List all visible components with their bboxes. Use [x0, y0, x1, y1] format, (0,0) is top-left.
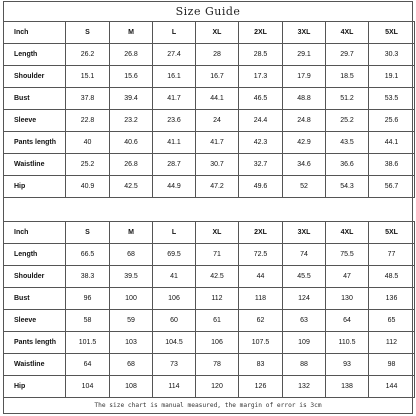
table-row [4, 354, 415, 376]
size-header-cell: 5XL [369, 22, 415, 44]
measurement-value-cell: 23.2 [110, 110, 153, 132]
measurement-value-cell: 93 [326, 354, 369, 376]
measurement-value-cell: 75.5 [326, 244, 369, 266]
measurement-value-cell: 77 [369, 244, 415, 266]
measurement-value-cell: 43.5 [326, 132, 369, 154]
measurement-value-cell: 66.5 [66, 244, 110, 266]
measurement-value-cell: 112 [196, 288, 239, 310]
measurement-value-cell: 26.8 [110, 44, 153, 66]
measurement-value-cell: 52 [283, 176, 326, 198]
table-row [4, 88, 415, 110]
measurement-value-cell: 65 [369, 310, 415, 332]
measurement-value-cell: 25.2 [326, 110, 369, 132]
measurement-value-cell: 18.5 [326, 66, 369, 88]
measurement-value-cell: 49.6 [239, 176, 283, 198]
measurement-value-cell: 39.5 [110, 266, 153, 288]
measurement-label-cell: Bust [4, 288, 66, 310]
size-header-cell: S [66, 22, 110, 44]
measurement-value-cell: 28 [196, 44, 239, 66]
size-table-inch [3, 21, 415, 198]
measurement-value-cell: 58 [66, 310, 110, 332]
size-guide-sheet [3, 1, 413, 414]
measurement-value-cell: 17.9 [283, 66, 326, 88]
measurement-value-cell: 42.5 [196, 266, 239, 288]
measurement-value-cell: 100 [110, 288, 153, 310]
measurement-value-cell: 16.1 [153, 66, 196, 88]
measurement-value-cell: 25.2 [66, 154, 110, 176]
table-row [4, 44, 415, 66]
measurement-value-cell: 61 [196, 310, 239, 332]
measurement-value-cell: 118 [239, 288, 283, 310]
measurement-value-cell: 48.8 [283, 88, 326, 110]
measurement-value-cell: 138 [326, 376, 369, 398]
measurement-label-cell: Sleeve [4, 310, 66, 332]
size-header-cell: 4XL [326, 222, 369, 244]
measurement-value-cell: 44.1 [369, 132, 415, 154]
table-row [4, 110, 415, 132]
measurement-value-cell: 42.5 [110, 176, 153, 198]
size-header-cell: 3XL [283, 22, 326, 44]
measurement-value-cell: 40.6 [110, 132, 153, 154]
measurement-label-cell: Sleeve [4, 110, 66, 132]
page-title: Size Guide [4, 2, 412, 22]
measurement-value-cell: 40.9 [66, 176, 110, 198]
measurement-value-cell: 71 [196, 244, 239, 266]
size-header-cell: 3XL [283, 222, 326, 244]
measurement-value-cell: 15.1 [66, 66, 110, 88]
measurement-value-cell: 28.5 [239, 44, 283, 66]
measurement-value-cell: 96 [66, 288, 110, 310]
measurement-label-cell: Pants length [4, 332, 66, 354]
size-header-cell: L [153, 22, 196, 44]
measurement-value-cell: 34.6 [283, 154, 326, 176]
measurement-value-cell: 28.7 [153, 154, 196, 176]
measurement-value-cell: 107.5 [239, 332, 283, 354]
measurement-value-cell: 44.9 [153, 176, 196, 198]
measurement-value-cell: 98 [369, 354, 415, 376]
measurement-value-cell: 44.1 [196, 88, 239, 110]
measurement-label-cell: Waistline [4, 354, 66, 376]
measurement-value-cell: 59 [110, 310, 153, 332]
measurement-value-cell: 42.9 [283, 132, 326, 154]
measurement-value-cell: 101.5 [66, 332, 110, 354]
measurement-value-cell: 26.8 [110, 154, 153, 176]
measurement-value-cell: 104.5 [153, 332, 196, 354]
table-row [4, 244, 415, 266]
measurement-label-cell: Bust [4, 88, 66, 110]
measurement-value-cell: 37.8 [66, 88, 110, 110]
size-header-cell: 2XL [239, 22, 283, 44]
size-header-cell: M [110, 222, 153, 244]
table-row [4, 376, 415, 398]
measurement-value-cell: 126 [239, 376, 283, 398]
measurement-value-cell: 114 [153, 376, 196, 398]
measurement-value-cell: 41.7 [153, 88, 196, 110]
measurement-value-cell: 53.5 [369, 88, 415, 110]
table-row [4, 332, 415, 354]
table-header-row [4, 222, 415, 244]
table-row [4, 176, 415, 198]
measurement-label-cell: Shoulder [4, 66, 66, 88]
measurement-value-cell: 109 [283, 332, 326, 354]
table-row [4, 154, 415, 176]
measurement-value-cell: 83 [239, 354, 283, 376]
measurement-value-cell: 40 [66, 132, 110, 154]
table-header-row [4, 22, 415, 44]
measurement-value-cell: 38.3 [66, 266, 110, 288]
measurement-value-cell: 88 [283, 354, 326, 376]
measurement-value-cell: 112 [369, 332, 415, 354]
measurement-value-cell: 38.6 [369, 154, 415, 176]
measurement-value-cell: 45.5 [283, 266, 326, 288]
measurement-label-cell: Waistline [4, 154, 66, 176]
measurement-value-cell: 32.7 [239, 154, 283, 176]
measurement-value-cell: 47.2 [196, 176, 239, 198]
measurement-value-cell: 41.7 [196, 132, 239, 154]
table-row [4, 310, 415, 332]
measurement-value-cell: 23.6 [153, 110, 196, 132]
measurement-value-cell: 108 [110, 376, 153, 398]
table-row [4, 66, 415, 88]
size-header-cell: 5XL [369, 222, 415, 244]
measurement-label-cell: Hip [4, 376, 66, 398]
measurement-note: The size chart is manual measured, the margin of error is 3cm [94, 402, 322, 409]
measurement-value-cell: 73 [153, 354, 196, 376]
measurement-value-cell: 46.5 [239, 88, 283, 110]
size-header-cell: XL [196, 22, 239, 44]
measurement-value-cell: 63 [283, 310, 326, 332]
measurement-value-cell: 130 [326, 288, 369, 310]
measurement-label-cell: Pants length [4, 132, 66, 154]
measurement-value-cell: 104 [66, 376, 110, 398]
measurement-value-cell: 24 [196, 110, 239, 132]
measurement-value-cell: 27.4 [153, 44, 196, 66]
measurement-value-cell: 69.5 [153, 244, 196, 266]
measurement-value-cell: 24.4 [239, 110, 283, 132]
table-spacer [4, 196, 412, 220]
measurement-value-cell: 16.7 [196, 66, 239, 88]
measurement-value-cell: 144 [369, 376, 415, 398]
measurement-value-cell: 132 [283, 376, 326, 398]
measurement-value-cell: 120 [196, 376, 239, 398]
measurement-value-cell: 47 [326, 266, 369, 288]
measurement-value-cell: 30.3 [369, 44, 415, 66]
measurement-value-cell: 110.5 [326, 332, 369, 354]
table-row [4, 288, 415, 310]
unit-header-cell: Inch [4, 222, 66, 244]
size-header-cell: L [153, 222, 196, 244]
table-row [4, 132, 415, 154]
measurement-value-cell: 29.7 [326, 44, 369, 66]
measurement-value-cell: 60 [153, 310, 196, 332]
measurement-label-cell: Length [4, 244, 66, 266]
measurement-value-cell: 22.8 [66, 110, 110, 132]
measurement-value-cell: 68 [110, 354, 153, 376]
measurement-value-cell: 106 [153, 288, 196, 310]
measurement-value-cell: 39.4 [110, 88, 153, 110]
measurement-value-cell: 41 [153, 266, 196, 288]
measurement-value-cell: 74 [283, 244, 326, 266]
measurement-value-cell: 78 [196, 354, 239, 376]
measurement-value-cell: 106 [196, 332, 239, 354]
measurement-value-cell: 36.6 [326, 154, 369, 176]
measurement-value-cell: 25.6 [369, 110, 415, 132]
size-header-cell: M [110, 22, 153, 44]
measurement-value-cell: 103 [110, 332, 153, 354]
measurement-value-cell: 68 [110, 244, 153, 266]
size-header-cell: 4XL [326, 22, 369, 44]
measurement-value-cell: 72.5 [239, 244, 283, 266]
measurement-value-cell: 64 [66, 354, 110, 376]
measurement-value-cell: 26.2 [66, 44, 110, 66]
measurement-value-cell: 17.3 [239, 66, 283, 88]
measurement-value-cell: 42.3 [239, 132, 283, 154]
size-header-cell: XL [196, 222, 239, 244]
measurement-value-cell: 15.6 [110, 66, 153, 88]
measurement-value-cell: 51.2 [326, 88, 369, 110]
measurement-value-cell: 54.3 [326, 176, 369, 198]
unit-header-cell: Inch [4, 22, 66, 44]
measurement-value-cell: 41.1 [153, 132, 196, 154]
size-header-cell: 2XL [239, 222, 283, 244]
measurement-value-cell: 19.1 [369, 66, 415, 88]
table-row [4, 266, 415, 288]
measurement-value-cell: 30.7 [196, 154, 239, 176]
measurement-label-cell: Length [4, 44, 66, 66]
measurement-label-cell: Shoulder [4, 266, 66, 288]
measurement-value-cell: 48.5 [369, 266, 415, 288]
measurement-value-cell: 64 [326, 310, 369, 332]
measurement-label-cell: Hip [4, 176, 66, 198]
measurement-value-cell: 124 [283, 288, 326, 310]
measurement-value-cell: 29.1 [283, 44, 326, 66]
measurement-value-cell: 62 [239, 310, 283, 332]
measurement-value-cell: 136 [369, 288, 415, 310]
size-header-cell: S [66, 222, 110, 244]
measurement-value-cell: 24.8 [283, 110, 326, 132]
measurement-value-cell: 44 [239, 266, 283, 288]
size-table-cm [3, 221, 415, 398]
measurement-value-cell: 56.7 [369, 176, 415, 198]
